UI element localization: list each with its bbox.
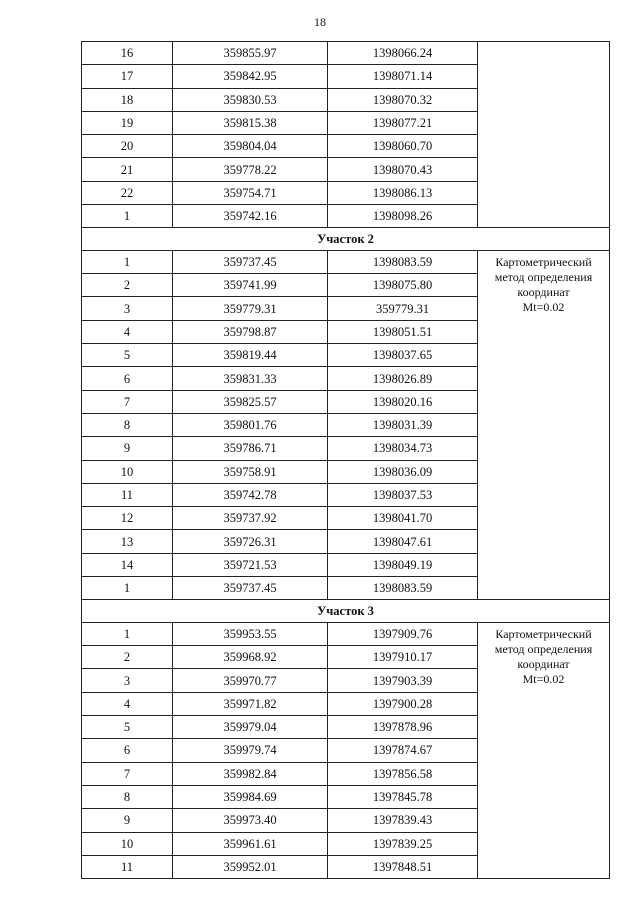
y-coordinate-cell: 1397848.51 — [328, 855, 478, 878]
point-number-cell: 6 — [82, 739, 173, 762]
point-number-cell: 9 — [82, 437, 173, 460]
coordinates-table-body — [82, 42, 610, 879]
y-coordinate-cell: 1398036.09 — [328, 460, 478, 483]
x-coordinate-cell: 359984.69 — [173, 785, 328, 808]
point-number-cell: 7 — [82, 390, 173, 413]
y-coordinate-cell: 1398031.39 — [328, 413, 478, 436]
y-coordinate-cell: 1397856.58 — [328, 762, 478, 785]
x-coordinate-cell: 359831.33 — [173, 367, 328, 390]
point-number-cell: 17 — [82, 65, 173, 88]
point-number-cell: 5 — [82, 716, 173, 739]
point-number-cell: 9 — [82, 809, 173, 832]
y-coordinate-cell: 1398047.61 — [328, 530, 478, 553]
x-coordinate-cell: 359982.84 — [173, 762, 328, 785]
point-number-cell: 21 — [82, 158, 173, 181]
page-number: 18 — [314, 15, 326, 29]
point-number-cell: 8 — [82, 785, 173, 808]
y-coordinate-cell: 1398037.65 — [328, 344, 478, 367]
x-coordinate-cell: 359758.91 — [173, 460, 328, 483]
y-coordinate-cell: 1398051.51 — [328, 320, 478, 343]
method-line: метод определения — [494, 641, 593, 656]
y-coordinate-cell: 1397845.78 — [328, 785, 478, 808]
point-number-cell: 16 — [82, 42, 173, 65]
y-coordinate-cell: 1397910.17 — [328, 646, 478, 669]
y-coordinate-cell: 1397839.25 — [328, 832, 478, 855]
x-coordinate-cell: 359961.61 — [173, 832, 328, 855]
point-number-cell: 11 — [82, 855, 173, 878]
section-header-row — [82, 600, 610, 623]
y-coordinate-cell: 1397903.39 — [328, 669, 478, 692]
x-coordinate-cell: 359819.44 — [173, 344, 328, 367]
x-coordinate-cell: 359973.40 — [173, 809, 328, 832]
y-coordinate-cell: 359779.31 — [328, 297, 478, 320]
point-number-cell: 6 — [82, 367, 173, 390]
x-coordinate-cell: 359970.77 — [173, 669, 328, 692]
y-coordinate-cell: 1397878.96 — [328, 716, 478, 739]
x-coordinate-cell: 359754.71 — [173, 181, 328, 204]
coordinates-table — [81, 41, 610, 879]
x-coordinate-cell: 359968.92 — [173, 646, 328, 669]
y-coordinate-cell: 1398086.13 — [328, 181, 478, 204]
point-number-cell: 8 — [82, 413, 173, 436]
y-coordinate-cell: 1397900.28 — [328, 692, 478, 715]
x-coordinate-cell: 359842.95 — [173, 65, 328, 88]
point-number-cell: 1 — [82, 205, 173, 228]
x-coordinate-cell: 359804.04 — [173, 135, 328, 158]
x-coordinate-cell: 359855.97 — [173, 42, 328, 65]
x-coordinate-cell: 359815.38 — [173, 111, 328, 134]
x-coordinate-cell: 359778.22 — [173, 158, 328, 181]
y-coordinate-cell: 1398077.21 — [328, 111, 478, 134]
point-number-cell: 3 — [82, 669, 173, 692]
x-coordinate-cell: 359979.04 — [173, 716, 328, 739]
point-number-cell: 11 — [82, 483, 173, 506]
point-number-cell: 5 — [82, 344, 173, 367]
x-coordinate-cell: 359798.87 — [173, 320, 328, 343]
point-number-cell: 1 — [82, 250, 173, 273]
y-coordinate-cell: 1398083.59 — [328, 250, 478, 273]
point-number-cell: 1 — [82, 622, 173, 645]
x-coordinate-cell: 359721.53 — [173, 553, 328, 576]
x-coordinate-cell: 359737.45 — [173, 577, 328, 600]
point-number-cell: 19 — [82, 111, 173, 134]
y-coordinate-cell: 1397874.67 — [328, 739, 478, 762]
y-coordinate-cell: 1398083.59 — [328, 577, 478, 600]
y-coordinate-cell: 1398070.32 — [328, 88, 478, 111]
y-coordinate-cell: 1398037.53 — [328, 483, 478, 506]
y-coordinate-cell: 1398071.14 — [328, 65, 478, 88]
y-coordinate-cell: 1398034.73 — [328, 437, 478, 460]
point-number-cell: 13 — [82, 530, 173, 553]
point-number-cell: 4 — [82, 692, 173, 715]
section-header-row — [82, 228, 610, 251]
method-line: координат — [517, 656, 570, 671]
point-number-cell: 1 — [82, 577, 173, 600]
method-cell — [478, 622, 610, 878]
point-number-cell: 10 — [82, 460, 173, 483]
x-coordinate-cell: 359801.76 — [173, 413, 328, 436]
x-coordinate-cell: 359953.55 — [173, 622, 328, 645]
method-line: Mt=0.02 — [522, 671, 565, 686]
method-line: Картометрический — [495, 626, 592, 641]
y-coordinate-cell: 1398070.43 — [328, 158, 478, 181]
x-coordinate-cell: 359971.82 — [173, 692, 328, 715]
x-coordinate-cell: 359741.99 — [173, 274, 328, 297]
table-row — [82, 42, 610, 65]
point-number-cell: 18 — [82, 88, 173, 111]
y-coordinate-cell: 1398098.26 — [328, 205, 478, 228]
x-coordinate-cell: 359979.74 — [173, 739, 328, 762]
point-number-cell: 10 — [82, 832, 173, 855]
method-cell — [478, 42, 610, 228]
x-coordinate-cell: 359742.78 — [173, 483, 328, 506]
y-coordinate-cell: 1398049.19 — [328, 553, 478, 576]
y-coordinate-cell: 1398060.70 — [328, 135, 478, 158]
x-coordinate-cell: 359825.57 — [173, 390, 328, 413]
y-coordinate-cell: 1397839.43 — [328, 809, 478, 832]
method-line: Mt=0.02 — [522, 299, 565, 314]
x-coordinate-cell: 359726.31 — [173, 530, 328, 553]
y-coordinate-cell: 1398020.16 — [328, 390, 478, 413]
section-title: Участок 2 — [82, 228, 610, 251]
y-coordinate-cell: 1398066.24 — [328, 42, 478, 65]
method-line: метод определения — [494, 269, 593, 284]
method-line: Картометрический — [495, 254, 592, 269]
y-coordinate-cell: 1398041.70 — [328, 507, 478, 530]
method-line: координат — [517, 284, 570, 299]
point-number-cell: 3 — [82, 297, 173, 320]
point-number-cell: 14 — [82, 553, 173, 576]
x-coordinate-cell: 359786.71 — [173, 437, 328, 460]
point-number-cell: 2 — [82, 274, 173, 297]
point-number-cell: 7 — [82, 762, 173, 785]
x-coordinate-cell: 359742.16 — [173, 205, 328, 228]
x-coordinate-cell: 359737.45 — [173, 250, 328, 273]
point-number-cell: 22 — [82, 181, 173, 204]
point-number-cell: 20 — [82, 135, 173, 158]
table-row — [82, 622, 610, 645]
y-coordinate-cell: 1398026.89 — [328, 367, 478, 390]
x-coordinate-cell: 359779.31 — [173, 297, 328, 320]
method-cell — [478, 250, 610, 599]
x-coordinate-cell: 359952.01 — [173, 855, 328, 878]
y-coordinate-cell: 1397909.76 — [328, 622, 478, 645]
section-title: Участок 3 — [82, 600, 610, 623]
x-coordinate-cell: 359737.92 — [173, 507, 328, 530]
table-row — [82, 250, 610, 273]
y-coordinate-cell: 1398075.80 — [328, 274, 478, 297]
point-number-cell: 12 — [82, 507, 173, 530]
point-number-cell: 4 — [82, 320, 173, 343]
point-number-cell: 2 — [82, 646, 173, 669]
x-coordinate-cell: 359830.53 — [173, 88, 328, 111]
